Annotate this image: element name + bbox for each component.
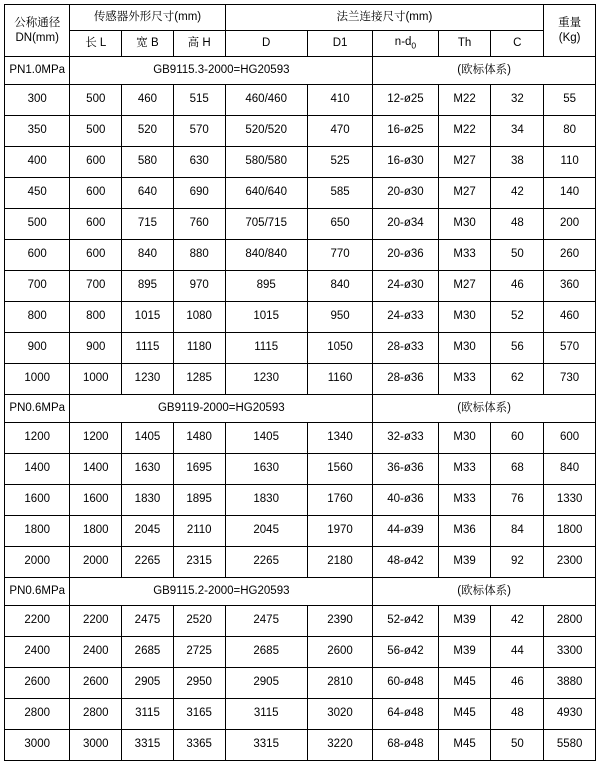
cell-dn: 300 <box>5 85 70 116</box>
cell-h: 3365 <box>173 730 225 761</box>
cell-b: 1630 <box>122 454 174 485</box>
header-flange-dimensions: 法兰连接尺寸(mm) <box>225 5 544 31</box>
section-header-row <box>5 57 596 85</box>
cell-h: 630 <box>173 147 225 178</box>
cell-weight: 1330 <box>544 485 596 516</box>
cell-n-d0: 28-ø36 <box>373 364 438 395</box>
cell-h: 2950 <box>173 668 225 699</box>
cell-h: 515 <box>173 85 225 116</box>
cell-n-d0: 36-ø36 <box>373 454 438 485</box>
cell-l: 700 <box>70 271 122 302</box>
cell-th: M33 <box>438 485 491 516</box>
section-header-row <box>5 578 596 606</box>
table-row <box>5 147 596 178</box>
cell-th: M27 <box>438 178 491 209</box>
cell-d1: 470 <box>307 116 372 147</box>
cell-d1: 3220 <box>307 730 372 761</box>
cell-b: 3315 <box>122 730 174 761</box>
cell-d1: 2180 <box>307 547 372 578</box>
cell-d1: 525 <box>307 147 372 178</box>
cell-d1: 650 <box>307 209 372 240</box>
cell-n-d0: 20-ø36 <box>373 240 438 271</box>
cell-b: 895 <box>122 271 174 302</box>
cell-b: 580 <box>122 147 174 178</box>
cell-th: M45 <box>438 699 491 730</box>
cell-h: 2315 <box>173 547 225 578</box>
cell-c: 60 <box>491 423 544 454</box>
cell-c: 48 <box>491 209 544 240</box>
section-note: (欧标体系) <box>373 57 596 85</box>
cell-l: 1800 <box>70 516 122 547</box>
cell-d: 2045 <box>225 516 307 547</box>
cell-h: 1895 <box>173 485 225 516</box>
cell-b: 840 <box>122 240 174 271</box>
cell-d1: 2600 <box>307 637 372 668</box>
cell-dn: 900 <box>5 333 70 364</box>
cell-n-d0: 16-ø30 <box>373 147 438 178</box>
cell-h: 1080 <box>173 302 225 333</box>
cell-th: M45 <box>438 668 491 699</box>
cell-n-d0: 52-ø42 <box>373 606 438 637</box>
cell-dn: 1200 <box>5 423 70 454</box>
cell-b: 640 <box>122 178 174 209</box>
cell-d: 2475 <box>225 606 307 637</box>
cell-n-d0: 64-ø48 <box>373 699 438 730</box>
cell-c: 50 <box>491 730 544 761</box>
cell-dn: 500 <box>5 209 70 240</box>
cell-th: M33 <box>438 364 491 395</box>
cell-c: 50 <box>491 240 544 271</box>
cell-l: 2000 <box>70 547 122 578</box>
cell-d1: 2810 <box>307 668 372 699</box>
table-row <box>5 364 596 395</box>
cell-dn: 1000 <box>5 364 70 395</box>
section-header-row <box>5 395 596 423</box>
header-n-d0-main: n-d <box>394 35 412 48</box>
cell-dn: 450 <box>5 178 70 209</box>
cell-b: 2685 <box>122 637 174 668</box>
cell-dn: 2000 <box>5 547 70 578</box>
cell-c: 68 <box>491 454 544 485</box>
cell-h: 1285 <box>173 364 225 395</box>
cell-b: 1115 <box>122 333 174 364</box>
cell-weight: 460 <box>544 302 596 333</box>
cell-l: 2800 <box>70 699 122 730</box>
table-row <box>5 271 596 302</box>
cell-l: 500 <box>70 116 122 147</box>
cell-d: 640/640 <box>225 178 307 209</box>
cell-dn: 2800 <box>5 699 70 730</box>
cell-weight: 55 <box>544 85 596 116</box>
cell-weight: 4930 <box>544 699 596 730</box>
section-standard: GB9115.2-2000=HG20593 <box>70 578 373 606</box>
cell-d1: 1050 <box>307 333 372 364</box>
cell-h: 3165 <box>173 699 225 730</box>
cell-l: 2400 <box>70 637 122 668</box>
cell-h: 2520 <box>173 606 225 637</box>
header-th: Th <box>438 31 491 57</box>
header-dn <box>5 5 70 57</box>
table-row <box>5 178 596 209</box>
cell-dn: 400 <box>5 147 70 178</box>
cell-d1: 1160 <box>307 364 372 395</box>
cell-l: 1000 <box>70 364 122 395</box>
cell-th: M30 <box>438 333 491 364</box>
cell-d: 2905 <box>225 668 307 699</box>
cell-c: 48 <box>491 699 544 730</box>
cell-d: 460/460 <box>225 85 307 116</box>
cell-l: 800 <box>70 302 122 333</box>
cell-d: 705/715 <box>225 209 307 240</box>
cell-dn: 2200 <box>5 606 70 637</box>
header-sensor-dimensions: 传感器外形尺寸(mm) <box>70 5 225 31</box>
cell-d1: 1760 <box>307 485 372 516</box>
cell-weight: 600 <box>544 423 596 454</box>
cell-b: 1230 <box>122 364 174 395</box>
cell-th: M45 <box>438 730 491 761</box>
cell-c: 32 <box>491 85 544 116</box>
cell-n-d0: 20-ø30 <box>373 178 438 209</box>
cell-d: 3115 <box>225 699 307 730</box>
cell-n-d0: 24-ø33 <box>373 302 438 333</box>
cell-d1: 1340 <box>307 423 372 454</box>
cell-n-d0: 24-ø30 <box>373 271 438 302</box>
header-width: 宽 B <box>122 31 174 57</box>
cell-d: 1015 <box>225 302 307 333</box>
cell-b: 1015 <box>122 302 174 333</box>
cell-b: 2045 <box>122 516 174 547</box>
cell-c: 44 <box>491 637 544 668</box>
cell-dn: 350 <box>5 116 70 147</box>
cell-weight: 3300 <box>544 637 596 668</box>
cell-l: 900 <box>70 333 122 364</box>
cell-n-d0: 48-ø42 <box>373 547 438 578</box>
table-header-row-1 <box>5 5 596 31</box>
table-row <box>5 209 596 240</box>
cell-weight: 1800 <box>544 516 596 547</box>
section-pn: PN0.6MPa <box>5 395 70 423</box>
table-row <box>5 240 596 271</box>
cell-h: 2110 <box>173 516 225 547</box>
cell-th: M33 <box>438 240 491 271</box>
cell-c: 62 <box>491 364 544 395</box>
header-height: 高 H <box>173 31 225 57</box>
cell-n-d0: 40-ø36 <box>373 485 438 516</box>
cell-dn: 600 <box>5 240 70 271</box>
cell-d1: 840 <box>307 271 372 302</box>
table-row <box>5 423 596 454</box>
cell-h: 2725 <box>173 637 225 668</box>
cell-dn: 800 <box>5 302 70 333</box>
table-row <box>5 333 596 364</box>
cell-d1: 1970 <box>307 516 372 547</box>
table-row <box>5 606 596 637</box>
cell-l: 2200 <box>70 606 122 637</box>
table-row <box>5 547 596 578</box>
cell-th: M22 <box>438 85 491 116</box>
cell-b: 2475 <box>122 606 174 637</box>
cell-c: 38 <box>491 147 544 178</box>
cell-d: 520/520 <box>225 116 307 147</box>
cell-c: 46 <box>491 668 544 699</box>
cell-c: 92 <box>491 547 544 578</box>
cell-th: M22 <box>438 116 491 147</box>
cell-h: 760 <box>173 209 225 240</box>
cell-b: 3115 <box>122 699 174 730</box>
cell-weight: 80 <box>544 116 596 147</box>
cell-d: 1405 <box>225 423 307 454</box>
header-d: D <box>225 31 307 57</box>
cell-d1: 2390 <box>307 606 372 637</box>
cell-dn: 1800 <box>5 516 70 547</box>
cell-weight: 110 <box>544 147 596 178</box>
cell-n-d0: 28-ø33 <box>373 333 438 364</box>
cell-c: 84 <box>491 516 544 547</box>
header-n-d0-subscript: 0 <box>411 40 417 51</box>
cell-l: 600 <box>70 240 122 271</box>
table-row <box>5 516 596 547</box>
section-pn: PN1.0MPa <box>5 57 70 85</box>
cell-th: M30 <box>438 209 491 240</box>
cell-th: M27 <box>438 147 491 178</box>
cell-l: 1600 <box>70 485 122 516</box>
specification-table <box>4 4 596 761</box>
cell-d: 2265 <box>225 547 307 578</box>
cell-h: 570 <box>173 116 225 147</box>
cell-b: 520 <box>122 116 174 147</box>
cell-dn: 1600 <box>5 485 70 516</box>
cell-n-d0: 44-ø39 <box>373 516 438 547</box>
cell-weight: 360 <box>544 271 596 302</box>
cell-h: 1180 <box>173 333 225 364</box>
cell-d1: 585 <box>307 178 372 209</box>
cell-d: 1115 <box>225 333 307 364</box>
header-c: C <box>491 31 544 57</box>
cell-c: 42 <box>491 178 544 209</box>
table-row <box>5 637 596 668</box>
cell-dn: 3000 <box>5 730 70 761</box>
cell-l: 600 <box>70 178 122 209</box>
cell-d1: 950 <box>307 302 372 333</box>
cell-d: 1230 <box>225 364 307 395</box>
cell-d1: 770 <box>307 240 372 271</box>
cell-th: M39 <box>438 606 491 637</box>
cell-d: 840/840 <box>225 240 307 271</box>
cell-th: M39 <box>438 547 491 578</box>
cell-c: 76 <box>491 485 544 516</box>
cell-weight: 2300 <box>544 547 596 578</box>
cell-b: 2905 <box>122 668 174 699</box>
cell-n-d0: 56-ø42 <box>373 637 438 668</box>
cell-weight: 260 <box>544 240 596 271</box>
section-note: (欧标体系) <box>373 395 596 423</box>
section-note: (欧标体系) <box>373 578 596 606</box>
header-weight-sublabel: (Kg) <box>558 31 581 44</box>
cell-b: 2265 <box>122 547 174 578</box>
cell-h: 880 <box>173 240 225 271</box>
cell-l: 1200 <box>70 423 122 454</box>
section-pn: PN0.6MPa <box>5 578 70 606</box>
cell-d1: 1560 <box>307 454 372 485</box>
table-row <box>5 302 596 333</box>
cell-l: 2600 <box>70 668 122 699</box>
cell-b: 1405 <box>122 423 174 454</box>
table-row <box>5 116 596 147</box>
cell-d: 2685 <box>225 637 307 668</box>
header-weight-label: 重量 <box>558 17 582 30</box>
cell-d1: 3020 <box>307 699 372 730</box>
cell-th: M36 <box>438 516 491 547</box>
cell-h: 690 <box>173 178 225 209</box>
header-dn-label: 公称通径 <box>14 17 61 30</box>
cell-c: 52 <box>491 302 544 333</box>
cell-th: M30 <box>438 423 491 454</box>
cell-c: 56 <box>491 333 544 364</box>
cell-th: M33 <box>438 454 491 485</box>
header-length: 长 L <box>70 31 122 57</box>
cell-d: 895 <box>225 271 307 302</box>
cell-b: 1830 <box>122 485 174 516</box>
header-d1: D1 <box>307 31 372 57</box>
cell-n-d0: 68-ø48 <box>373 730 438 761</box>
cell-n-d0: 20-ø34 <box>373 209 438 240</box>
cell-n-d0: 12-ø25 <box>373 85 438 116</box>
cell-l: 1400 <box>70 454 122 485</box>
cell-l: 500 <box>70 85 122 116</box>
cell-weight: 840 <box>544 454 596 485</box>
cell-h: 970 <box>173 271 225 302</box>
cell-dn: 700 <box>5 271 70 302</box>
cell-l: 3000 <box>70 730 122 761</box>
cell-weight: 200 <box>544 209 596 240</box>
cell-weight: 2800 <box>544 606 596 637</box>
section-standard: GB9115.3-2000=HG20593 <box>70 57 373 85</box>
cell-d: 580/580 <box>225 147 307 178</box>
table-header-row-2 <box>5 31 596 57</box>
cell-d: 3315 <box>225 730 307 761</box>
cell-weight: 730 <box>544 364 596 395</box>
header-dn-sublabel: DN(mm) <box>15 31 59 44</box>
cell-d: 1630 <box>225 454 307 485</box>
cell-n-d0: 32-ø33 <box>373 423 438 454</box>
cell-b: 715 <box>122 209 174 240</box>
header-weight <box>544 5 596 57</box>
cell-c: 42 <box>491 606 544 637</box>
table-row <box>5 85 596 116</box>
section-standard: GB9119-2000=HG20593 <box>70 395 373 423</box>
table-row <box>5 485 596 516</box>
cell-d1: 410 <box>307 85 372 116</box>
cell-l: 600 <box>70 147 122 178</box>
cell-c: 34 <box>491 116 544 147</box>
cell-dn: 2600 <box>5 668 70 699</box>
cell-h: 1695 <box>173 454 225 485</box>
cell-dn: 2400 <box>5 637 70 668</box>
cell-n-d0: 60-ø48 <box>373 668 438 699</box>
table-row <box>5 668 596 699</box>
table-row <box>5 454 596 485</box>
cell-b: 460 <box>122 85 174 116</box>
cell-th: M27 <box>438 271 491 302</box>
table-row <box>5 699 596 730</box>
cell-weight: 3880 <box>544 668 596 699</box>
cell-c: 46 <box>491 271 544 302</box>
cell-d: 1830 <box>225 485 307 516</box>
cell-weight: 570 <box>544 333 596 364</box>
cell-th: M30 <box>438 302 491 333</box>
cell-dn: 1400 <box>5 454 70 485</box>
cell-h: 1480 <box>173 423 225 454</box>
cell-weight: 140 <box>544 178 596 209</box>
cell-n-d0: 16-ø25 <box>373 116 438 147</box>
cell-l: 600 <box>70 209 122 240</box>
cell-weight: 5580 <box>544 730 596 761</box>
cell-th: M39 <box>438 637 491 668</box>
header-n-d0 <box>373 31 438 57</box>
